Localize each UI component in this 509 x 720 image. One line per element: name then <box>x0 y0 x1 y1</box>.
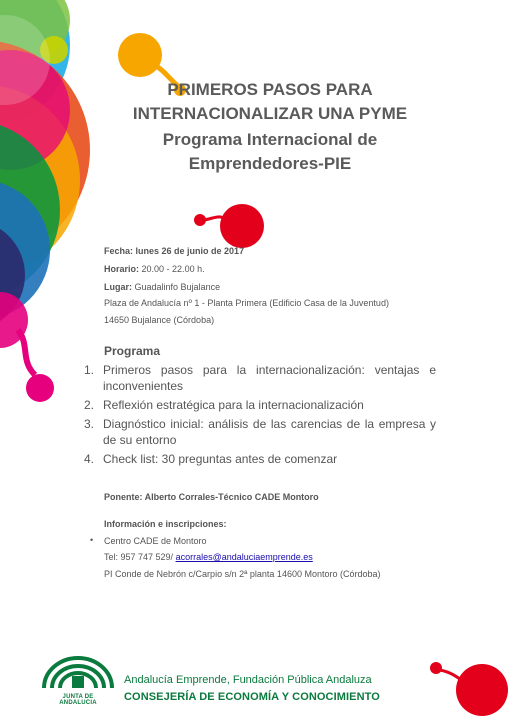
fecha-label: Fecha: <box>104 246 134 256</box>
title-line-2: INTERNACIONALIZAR UNA PYME <box>132 104 408 123</box>
title-line-4: Emprendedores-PIE <box>188 154 352 173</box>
list-item: 1. Primeros pasos para la internacionalización: ventajas e inconvenientes <box>84 363 436 393</box>
horario-row <box>104 264 205 274</box>
fecha-value: lunes 26 de junio de 2017 <box>135 246 245 256</box>
decorative-circles-left <box>0 0 200 420</box>
address-line-1: Plaza de Andalucía nº 1 - Planta Primera (Edificio Casa de la Juventud) <box>104 298 389 308</box>
inscripciones-address: PI Conde de Nebrón c/Carpio s/n 2ª planta 14600 Montoro (Córdoba) <box>104 569 381 579</box>
centro: Centro CADE de Montoro <box>104 536 207 546</box>
bullet-marker: • <box>90 535 94 545</box>
list-item: 4. Check list: 30 preguntas antes de comenzar <box>84 452 338 466</box>
inscripciones-title: Información e inscripciones: <box>104 519 227 529</box>
footer-line-1: Andalucía Emprende, Fundación Pública Andaluza <box>124 674 372 686</box>
horario-label: Horario: <box>104 264 140 274</box>
lugar-row <box>104 282 220 292</box>
horario-value: 20.00 - 22.00 h. <box>141 264 205 274</box>
tel: Tel: 957 747 529/ <box>104 552 176 562</box>
contact-row <box>104 552 313 562</box>
title-line-1: PRIMEROS PASOS PARA <box>167 80 373 99</box>
logo-text: JUNTA DE ANDALUCIA <box>59 694 97 706</box>
decorative-drop-red-bottom <box>420 648 509 720</box>
fecha-row <box>104 246 244 256</box>
lugar-value: Guadalinfo Bujalance <box>134 282 221 292</box>
ponente: Ponente: Alberto Corrales-Técnico CADE Montoro <box>104 492 319 502</box>
title-line-3: Programa Internacional de <box>162 130 378 149</box>
address-line-2: 14650 Bujalance (Córdoba) <box>104 315 215 325</box>
programa-list <box>84 362 436 470</box>
list-item: 3. Diagnóstico inicial: análisis de las carencias de la empresa y de su entorno <box>84 417 436 447</box>
programa-title: Programa <box>104 344 161 358</box>
email-link[interactable]: acorrales@andaluciaemprende.es <box>175 552 313 562</box>
lugar-label: Lugar: <box>104 282 132 292</box>
footer-line-2: CONSEJERÍA DE ECONOMÍA Y CONOCIMIENTO <box>124 691 380 703</box>
junta-andalucia-logo <box>40 654 116 698</box>
list-item: 2. Reflexión estratégica para la internacionalización <box>84 398 364 412</box>
